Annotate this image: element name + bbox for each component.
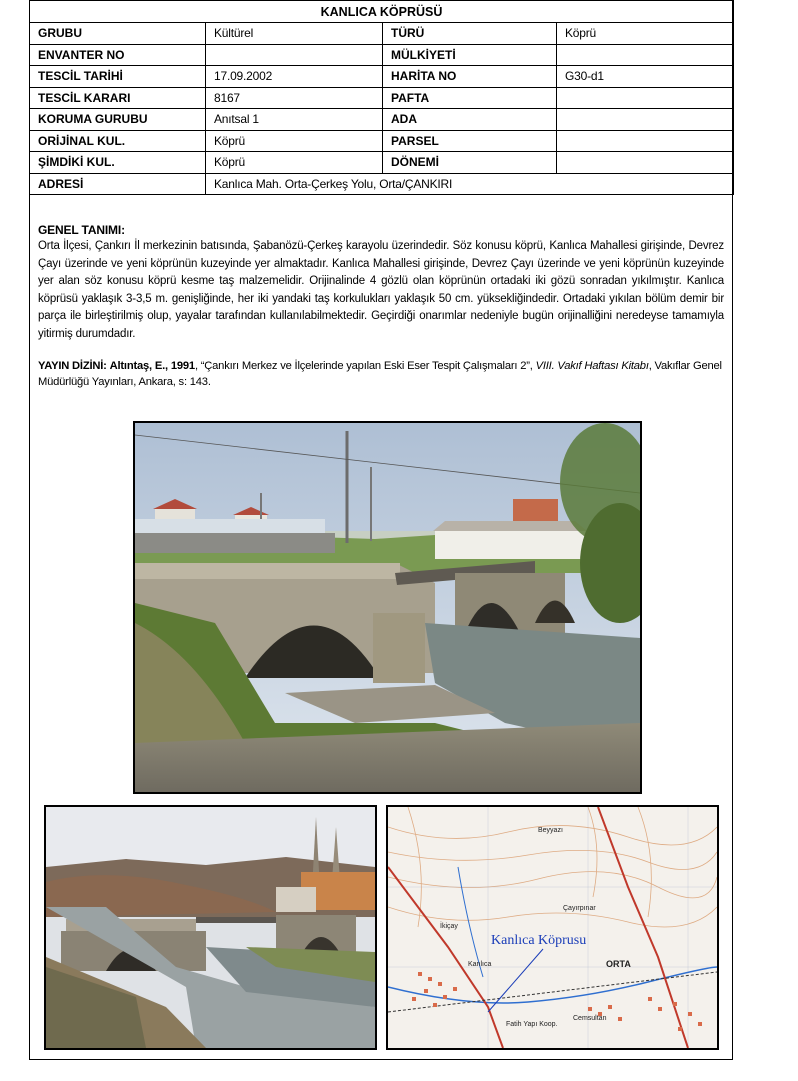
field-label: TESCİL TARİHİ bbox=[30, 66, 206, 88]
field-label: PARSEL bbox=[383, 130, 557, 152]
table-row bbox=[30, 87, 734, 109]
inventory-table bbox=[29, 0, 734, 195]
field-label: ORİJİNAL KUL. bbox=[30, 130, 206, 152]
main-bridge-photo bbox=[133, 421, 642, 794]
field-value: Kültürel bbox=[206, 23, 383, 45]
map-place-koop: Fatih Yapı Koop. bbox=[506, 1021, 558, 1028]
field-label: KORUMA GURUBU bbox=[30, 109, 206, 131]
map-place-beyyazi: Beyyazı bbox=[538, 827, 563, 834]
field-value bbox=[557, 130, 734, 152]
description-text: Orta İlçesi, Çankırı İl merkezinin batısında, Şabanözü-Çerkeş karayolu üzerindedir. Söz konusu köprü, Kanlıca Mahallesi girişinde, Devrez Çayı üzerinde ve yeni köprünün kuzeyinde yer almaktadır. Kanlıca Mahallesi girişinde, Devrez Çayı üzerinde ve yeni köprünün kuzeyinde yer alan söz konusu köprü kesme taş malzemelidir. Orijinalinde 4 gözlü olan köprünün ortadaki iki gözü sonradan yıkılmıştır. Kanlıca köprüsü yaklaşık 3-3,5 m. genişliğinde, her iki yandaki taş korkulukları yaklaşık 50 cm. yüksekliğindedir. Ortadaki yıkılan bölüm demir bir parça ile birleştirilmiş olup, yayalar tarafından kullanılabilmektedir. Geçirdiği onarımlar nedeniyle bugün orijinalliğini neredeyse tamamıyla yitirmiş durumdadır. bbox=[38, 240, 724, 340]
table-row bbox=[30, 23, 734, 45]
map-place-ikicay: İkiçay bbox=[440, 923, 458, 930]
field-value: Köprü bbox=[206, 130, 383, 152]
map-place-cemsultan: Cemsultan bbox=[573, 1015, 607, 1022]
field-label: GRUBU bbox=[30, 23, 206, 45]
map-place-kanlica: Kanlıca bbox=[468, 961, 492, 968]
map-place-orta: ORTA bbox=[606, 959, 631, 969]
address-value: Kanlıca Mah. Orta-Çerkeş Yolu, Orta/ÇANKIRI bbox=[206, 173, 734, 195]
map-bridge-label: Kanlıca Köprusu bbox=[491, 933, 587, 948]
publication-title: , “Çankırı Merkez ve İlçelerinde yapılan Eski Eser Tespit Çalışmaları 2”, bbox=[194, 360, 536, 372]
field-value: 17.09.2002 bbox=[206, 66, 383, 88]
field-value bbox=[557, 87, 734, 109]
map-place-cayirpinar: Çayırpınar bbox=[563, 905, 596, 912]
table-row bbox=[30, 66, 734, 88]
table-row bbox=[30, 152, 734, 174]
field-label: DÖNEMİ bbox=[383, 152, 557, 174]
field-value bbox=[557, 44, 734, 66]
field-value bbox=[206, 44, 383, 66]
secondary-photo-image bbox=[46, 807, 375, 1048]
page-title: KANLICA KÖPRÜSÜ bbox=[30, 1, 734, 23]
topographic-map-image bbox=[388, 807, 717, 1048]
field-label: ŞİMDİKİ KUL. bbox=[30, 152, 206, 174]
table-row bbox=[30, 130, 734, 152]
address-label: ADRESİ bbox=[30, 173, 206, 195]
field-label: HARİTA NO bbox=[383, 66, 557, 88]
general-description bbox=[38, 222, 724, 344]
publication-book: VIII. Vakıf Haftası Kitabı bbox=[535, 360, 649, 372]
field-value: 8167 bbox=[206, 87, 383, 109]
publication-rest: , Vakıflar Genel Müdürlüğü Yayınları, Ankara, s: 143. bbox=[38, 360, 722, 388]
secondary-bridge-photo bbox=[44, 805, 377, 1050]
field-value: Anıtsal 1 bbox=[206, 109, 383, 131]
field-value: Köprü bbox=[557, 23, 734, 45]
table-row bbox=[30, 109, 734, 131]
field-label: ADA bbox=[383, 109, 557, 131]
field-value: Köprü bbox=[206, 152, 383, 174]
table-row bbox=[30, 44, 734, 66]
field-value bbox=[557, 152, 734, 174]
field-label: MÜLKİYETİ bbox=[383, 44, 557, 66]
publication-author: Altıntaş, E., 1991 bbox=[109, 360, 195, 372]
publication-reference bbox=[38, 358, 724, 390]
field-label: ENVANTER NO bbox=[30, 44, 206, 66]
field-label: TESCİL KARARI bbox=[30, 87, 206, 109]
field-label: TÜRÜ bbox=[383, 23, 557, 45]
field-label: PAFTA bbox=[383, 87, 557, 109]
location-map bbox=[386, 805, 719, 1050]
description-heading: GENEL TANIMI: bbox=[38, 223, 125, 237]
field-value bbox=[557, 109, 734, 131]
field-value: G30-d1 bbox=[557, 66, 734, 88]
bridge-photo-image bbox=[135, 423, 640, 792]
publication-label: YAYIN DİZİNİ: bbox=[38, 360, 107, 372]
